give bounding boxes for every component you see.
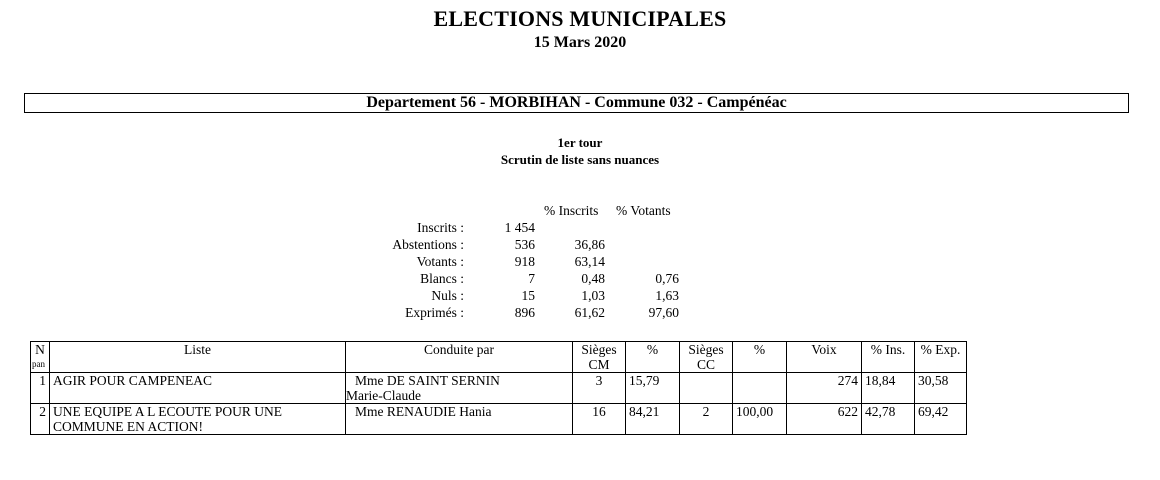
column-header-conduite: Conduite par — [346, 342, 573, 373]
round-label: 1er tour — [557, 135, 603, 150]
stats-row-label: Inscrits : — [417, 220, 464, 235]
cell-n: 1 — [31, 373, 50, 404]
stats-row-pct-inscrits: 1,03 — [581, 288, 605, 303]
column-header-liste: Liste — [50, 342, 346, 373]
cell-pct-cc — [733, 373, 787, 404]
cell-pct-cm: 15,79 — [626, 373, 680, 404]
table-row — [31, 404, 967, 435]
stats-row-label: Abstentions : — [392, 237, 464, 252]
stats-row-pct-inscrits: 61,62 — [574, 305, 605, 320]
cell-conduite — [346, 373, 573, 404]
cell-sieges-cc: 2 — [680, 404, 733, 435]
cell-pct-cc: 100,00 — [733, 404, 787, 435]
cell-sieges-cc — [680, 373, 733, 404]
stats-row-label: Nuls : — [431, 288, 464, 303]
stats-row-value: 918 — [514, 254, 535, 269]
cell-pct-exp: 30,58 — [915, 373, 967, 404]
stats-row-label: Blancs : — [420, 271, 464, 286]
table-row — [31, 373, 967, 404]
column-header-pan: pan — [32, 359, 45, 369]
cell-conduite-line2: Marie-Claude — [346, 388, 421, 403]
cell-conduite-line1: Mme DE SAINT SERNIN — [355, 373, 500, 388]
stats-row-label: Votants : — [416, 254, 464, 269]
department-commune-banner — [24, 93, 1129, 113]
cell-pct-cm: 84,21 — [626, 404, 680, 435]
cell-n: 2 — [31, 404, 50, 435]
cell-conduite — [346, 404, 573, 435]
stats-row-value: 7 — [528, 271, 535, 286]
column-header-sieges-cc — [680, 342, 733, 373]
stats-row-value: 536 — [514, 237, 535, 252]
stats-row-pct-votants: 97,60 — [648, 305, 679, 320]
stats-row-value: 1 454 — [504, 220, 535, 235]
column-header-sieges-cc-line1: Sièges — [688, 342, 724, 357]
stats-row-pct-inscrits: 63,14 — [574, 254, 605, 269]
stats-row-pct-votants: 1,63 — [655, 288, 679, 303]
stats-row-label: Exprimés : — [405, 305, 464, 320]
results-header-row — [31, 342, 967, 373]
column-header-sieges-cm-line1: Sièges — [581, 342, 617, 357]
column-header-pct-exp: % Exp. — [915, 342, 967, 373]
column-header-n: N — [35, 342, 45, 357]
stats-row-value: 15 — [521, 288, 535, 303]
stats-row-pct-votants: 0,76 — [655, 271, 679, 286]
stats-row-value: 896 — [514, 305, 535, 320]
column-header-pct-ins: % Ins. — [862, 342, 915, 373]
stats-row-pct-inscrits: 36,86 — [574, 237, 605, 252]
election-date: 15 Mars 2020 — [533, 34, 627, 51]
column-header-pct-cc: % — [733, 342, 787, 373]
stats-header-pct-votants: % Votants — [616, 203, 671, 218]
cell-sieges-cm: 3 — [573, 373, 626, 404]
scrutin-type-label: Scrutin de liste sans nuances — [500, 152, 660, 167]
cell-pct-ins: 42,78 — [862, 404, 915, 435]
cell-sieges-cm: 16 — [573, 404, 626, 435]
column-header-pct-cm: % — [626, 342, 680, 373]
cell-conduite-line1: Mme RENAUDIE Hania — [355, 404, 492, 419]
column-header-sieges-cm-line2: CM — [588, 357, 610, 372]
column-header-sieges-cc-line2: CC — [696, 357, 715, 372]
cell-voix: 622 — [787, 404, 862, 435]
page-title: ELECTIONS MUNICIPALES — [433, 6, 727, 31]
cell-liste: AGIR POUR CAMPENEAC — [50, 373, 346, 404]
results-table — [30, 341, 967, 435]
cell-pct-ins: 18,84 — [862, 373, 915, 404]
cell-pct-exp: 69,42 — [915, 404, 967, 435]
cell-voix: 274 — [787, 373, 862, 404]
column-header-sieges-cm — [573, 342, 626, 373]
cell-liste: UNE EQUIPE A L ECOUTE POUR UNE COMMUNE EN ACTION! — [50, 404, 346, 435]
stats-header-pct-inscrits: % Inscrits — [544, 203, 599, 218]
column-header-voix: Voix — [787, 342, 862, 373]
department-commune-label: Departement 56 - MORBIHAN - Commune 032 - Campénéac — [366, 94, 787, 111]
stats-row-pct-inscrits: 0,48 — [581, 271, 605, 286]
column-header-n-pan — [31, 342, 50, 373]
